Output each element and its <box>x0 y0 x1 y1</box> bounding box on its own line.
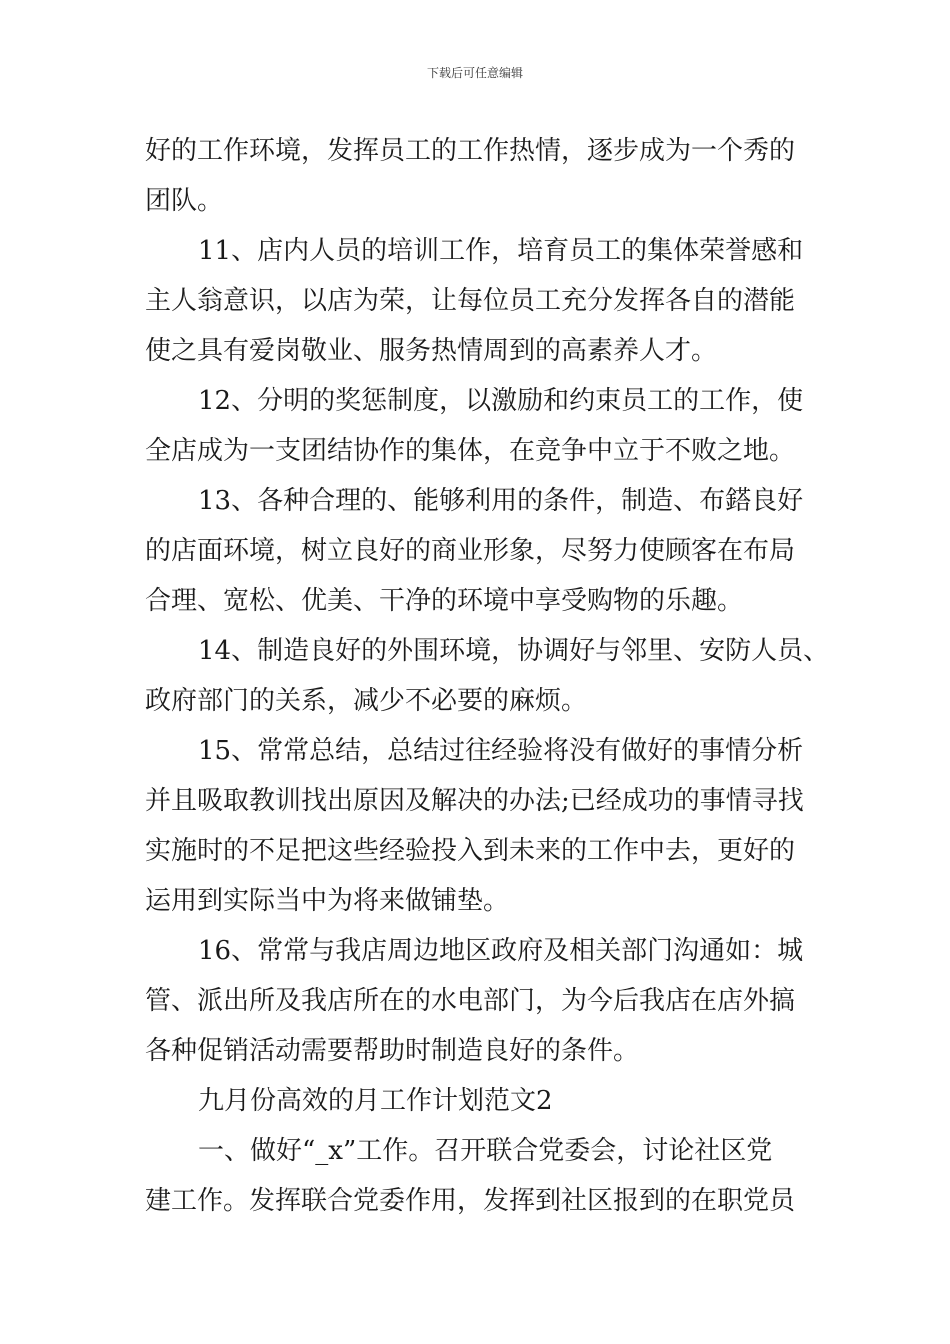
document-body <box>145 126 830 1226</box>
text-line: 各种促销活动需要帮助时制造良好的条件。 <box>145 1036 640 1066</box>
paragraph-start-line: 一、做好“_x”工作。召开联合党委会，讨论社区党 <box>198 1136 773 1166</box>
paragraph-start-line: 14、制造良好的外围环境，协调好与邻里、安防人员、 <box>198 636 830 666</box>
text-line: 实施时的不足把这些经验投入到未来的工作中去，更好的 <box>145 836 796 866</box>
page-header: 下载后可任意编辑 <box>426 66 523 80</box>
paragraph-start-line: 12、分明的奖惩制度，以激励和约束员工的工作，使 <box>198 386 804 416</box>
text-line: 建工作。发挥联合党委作用，发挥到社区报到的在职党员 <box>145 1186 796 1216</box>
section-heading: 九月份高效的月工作计划范文2 <box>198 1086 553 1116</box>
paragraph-start-line: 16、常常与我店周边地区政府及相关部门沟通如：城 <box>198 936 804 966</box>
text-line: 好的工作环境，发挥员工的工作热情，逐步成为一个秀的 <box>145 136 796 166</box>
text-line: 主人翁意识，以店为荣，让每位员工充分发挥各自的潜能 <box>145 286 796 316</box>
paragraph-start-line: 13、各种合理的、能够利用的条件，制造、布鎝良好 <box>198 486 804 516</box>
paragraph-start-line: 11、店内人员的培训工作，培育员工的集体荣誉感和 <box>198 236 804 266</box>
text-line: 管、派出所及我店所在的水电部门，为今后我店在店外搞 <box>145 986 796 1016</box>
text-line: 的店面环境，树立良好的商业形象，尽努力使顾客在布局 <box>145 536 796 566</box>
text-line: 团队。 <box>145 186 224 216</box>
text-line: 全店成为一支团结协作的集体，在竞争中立于不败之地。 <box>145 436 796 466</box>
text-line: 政府部门的关系，减少不必要的麻烦。 <box>145 686 588 716</box>
paragraph-start-line: 15、常常总结，总结过往经验将没有做好的事情分析 <box>198 736 804 766</box>
text-line: 使之具有爱岗敬业、服务热情周到的高素养人才。 <box>145 336 718 366</box>
text-line: 并且吸取教训找出原因及解决的办法;已经成功的事情寻找 <box>145 786 804 816</box>
text-line: 运用到实际当中为将来做铺垫。 <box>145 886 510 916</box>
text-line: 合理、宽松、优美、干净的环境中享受购物的乐趣。 <box>145 586 744 616</box>
